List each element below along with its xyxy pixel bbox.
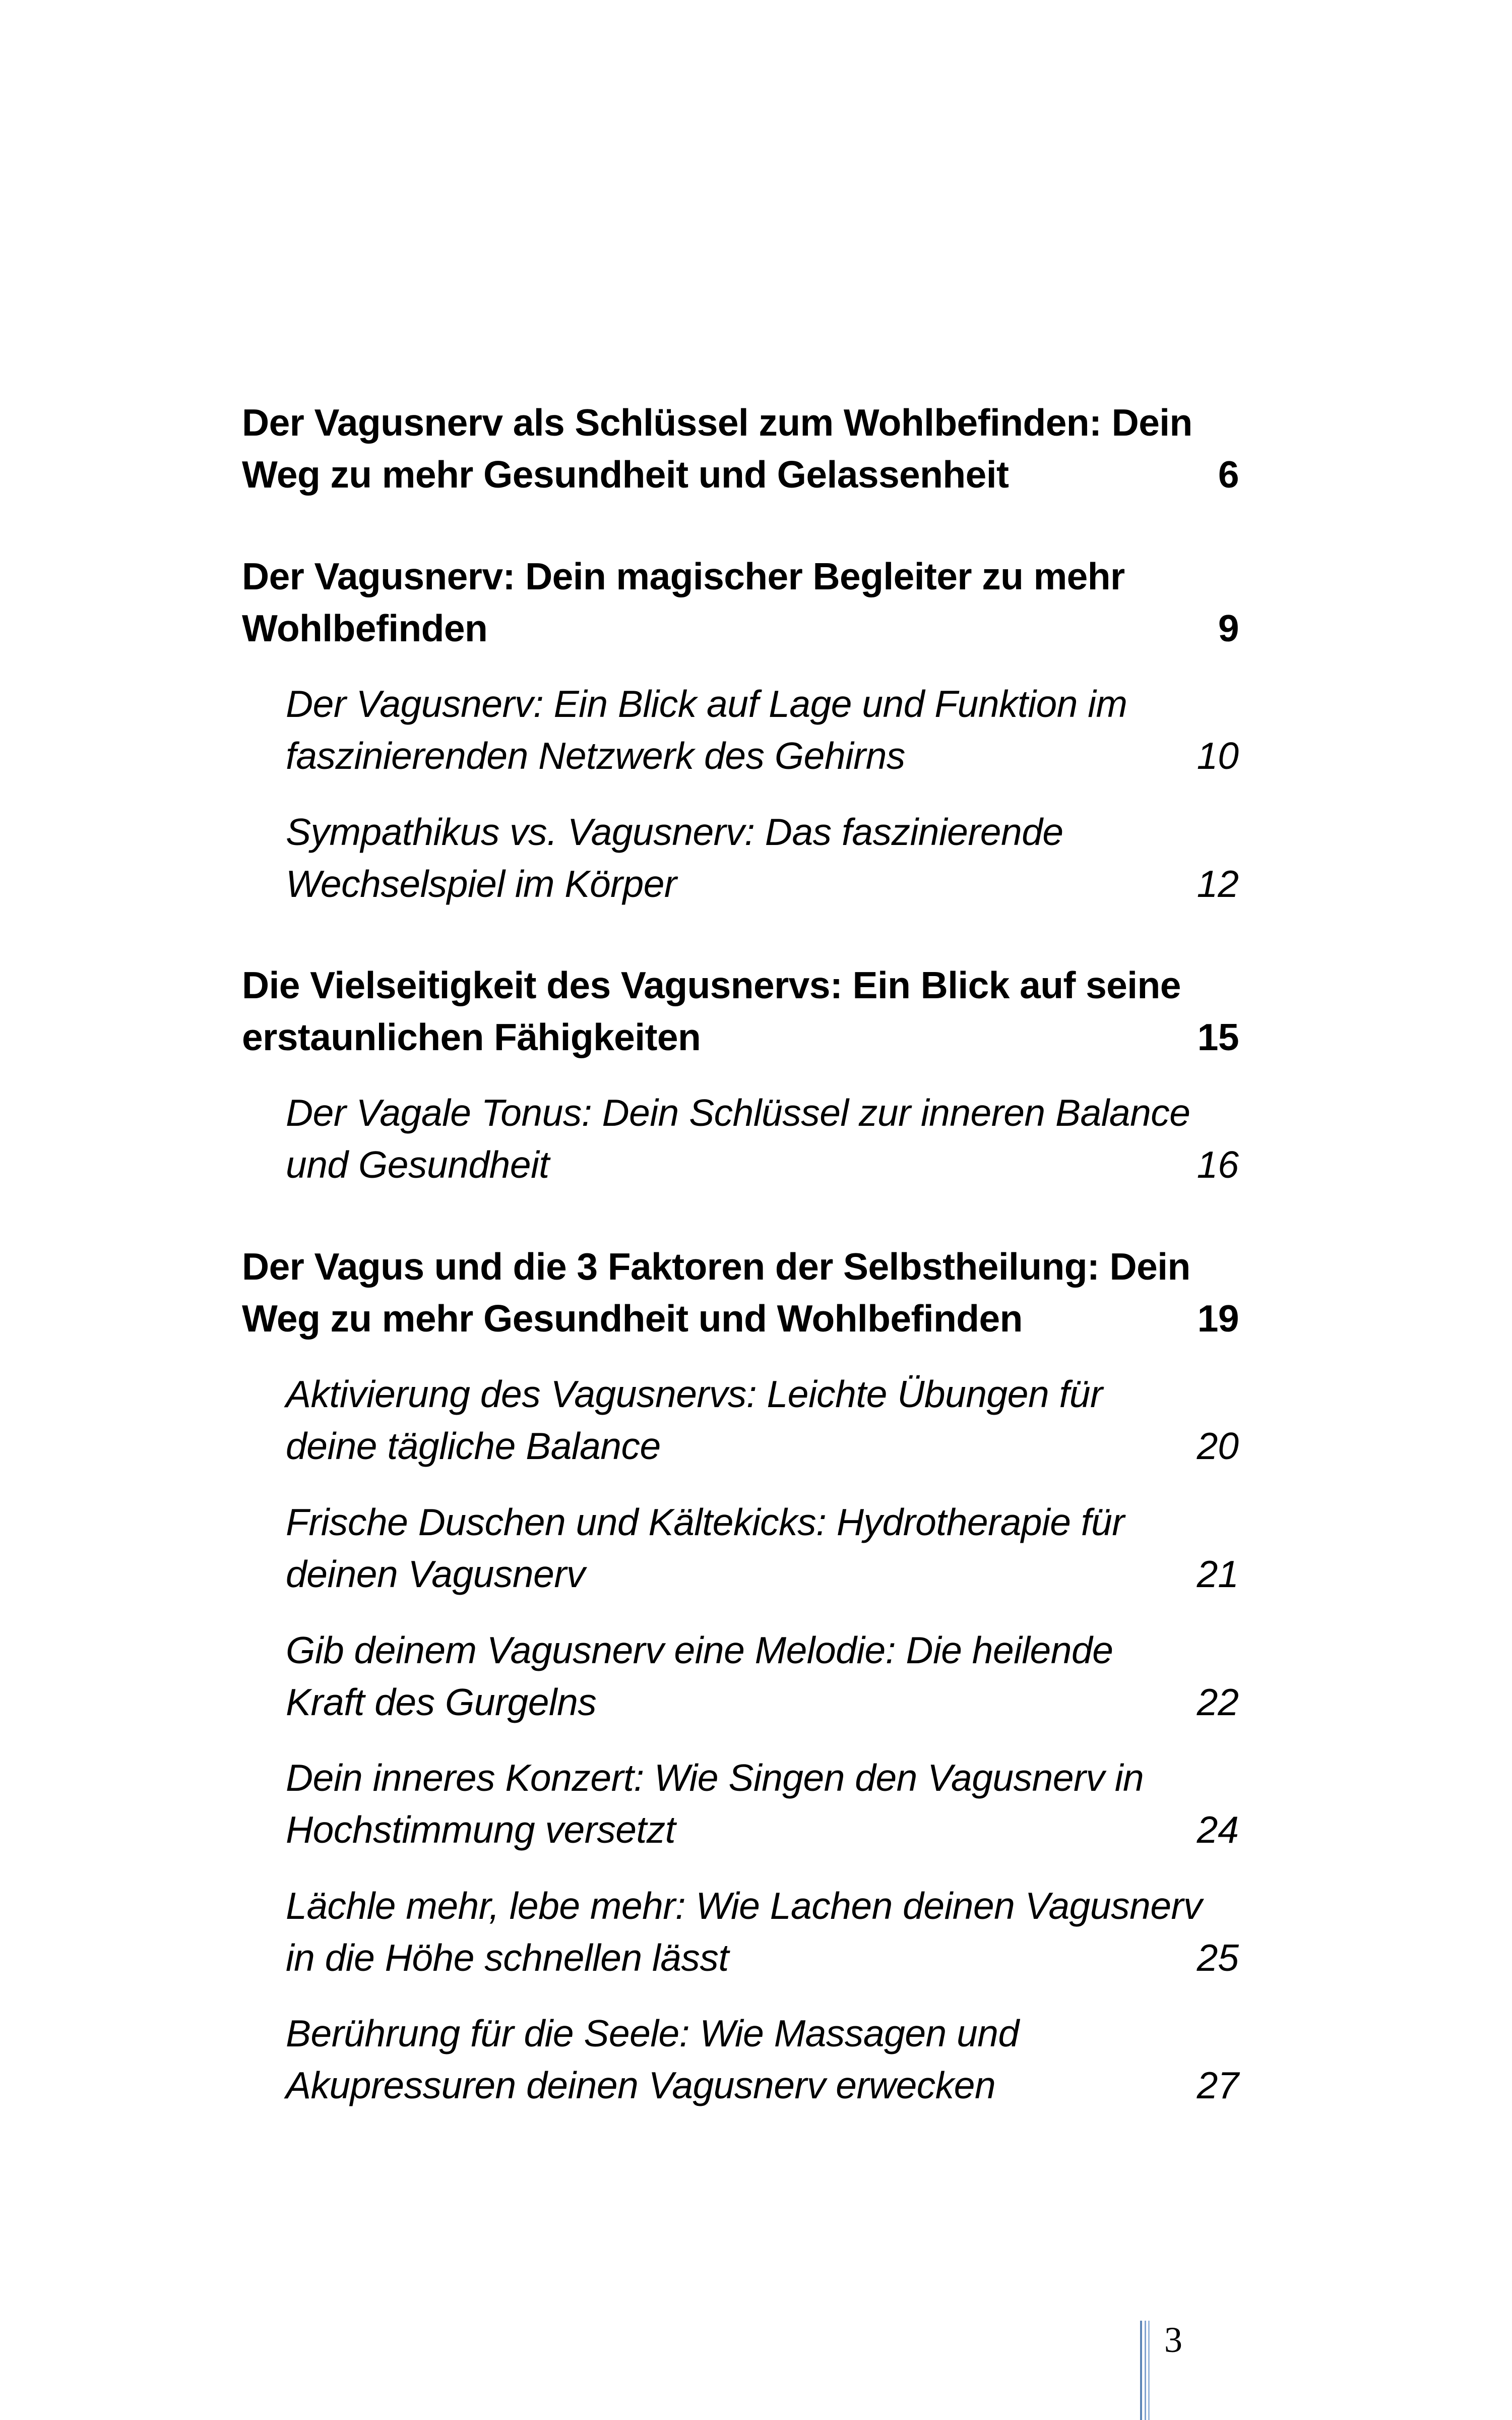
toc-entry-line: Der Vagale Tonus: Dein Schlüssel zur inneren Balance	[286, 1092, 1190, 1134]
toc-entry[interactable]	[286, 2008, 1239, 2111]
toc-entry-line: Der Vagusnerv als Schlüssel zum Wohlbefinden: Dein	[242, 401, 1192, 444]
toc-entry[interactable]	[286, 678, 1239, 782]
toc-entry[interactable]	[242, 551, 1239, 654]
toc-entry[interactable]	[286, 1496, 1239, 1600]
toc-entry-line: Lächle mehr, lebe mehr: Wie Lachen deinen Vagusnerv	[286, 1885, 1203, 1927]
toc-entry-line: und Gesundheit	[286, 1143, 549, 1186]
toc-entry[interactable]	[242, 959, 1239, 1063]
toc-entry-line: Weg zu mehr Gesundheit und Wohlbefinden	[242, 1297, 1023, 1340]
toc-entry[interactable]	[286, 1368, 1239, 1472]
toc-entry-line: Akupressuren deinen Vagusnerv erwecken	[286, 2064, 996, 2106]
toc-page-number: 15	[1197, 1016, 1239, 1058]
toc-page-number: 21	[1196, 1553, 1239, 1595]
toc-entry-line: Sympathikus vs. Vagusnerv: Das faszinierende	[286, 811, 1063, 853]
toc-page-number: 16	[1196, 1143, 1239, 1186]
toc-entry-line: deinen Vagusnerv	[286, 1553, 585, 1595]
toc-entry[interactable]	[286, 1880, 1239, 1984]
toc-page-number: 9	[1218, 607, 1239, 649]
page-number: 3	[1164, 2320, 1182, 2360]
toc-entry-line: Weg zu mehr Gesundheit und Gelassenheit	[242, 453, 1009, 496]
toc-entry-line: Der Vagus und die 3 Faktoren der Selbstheilung: Dein	[242, 1245, 1190, 1288]
toc-entry-line: Der Vagusnerv: Ein Blick auf Lage und Funktion im	[286, 683, 1127, 725]
toc-entry[interactable]	[286, 1087, 1239, 1191]
toc-entry-line: Gib deinem Vagusnerv eine Melodie: Die heilende	[286, 1629, 1113, 1671]
toc-page-number: 24	[1196, 1808, 1239, 1851]
toc-page-number: 10	[1196, 735, 1239, 777]
toc-entry-line: Hochstimmung versetzt	[286, 1808, 676, 1851]
toc-page-number: 27	[1196, 2064, 1239, 2106]
toc-entry-line: Kraft des Gurgelns	[286, 1681, 597, 1723]
toc-entry[interactable]	[286, 1624, 1239, 1728]
toc-entry-line: erstaunlichen Fähigkeiten	[242, 1016, 701, 1058]
toc-entry[interactable]	[242, 397, 1239, 501]
toc-entry-line: Die Vielseitigkeit des Vagusnervs: Ein Blick auf seine	[242, 964, 1181, 1006]
toc-entry[interactable]	[242, 1241, 1239, 1345]
toc-page-number: 19	[1197, 1297, 1239, 1340]
toc-entry-line: Frische Duschen und Kältekicks: Hydrotherapie für	[286, 1501, 1124, 1543]
toc-entry-line: Wechselspiel im Körper	[286, 863, 677, 905]
toc-entry-line: Berührung für die Seele: Wie Massagen und	[286, 2012, 1019, 2054]
toc-entry-line: Aktivierung des Vagusnervs: Leichte Übungen für	[286, 1373, 1103, 1415]
toc-page-number: 6	[1218, 453, 1239, 496]
toc-entry-line: Wohlbefinden	[242, 607, 488, 649]
toc-entry-line: Dein inneres Konzert: Wie Singen den Vagusnerv in	[286, 1757, 1144, 1799]
toc-page-number: 25	[1196, 1937, 1239, 1979]
toc-entry-line: deine tägliche Balance	[286, 1425, 661, 1467]
toc-entry-line: faszinierenden Netzwerk des Gehirns	[286, 735, 905, 777]
toc-page-number: 12	[1196, 863, 1239, 905]
toc-entry[interactable]	[286, 1752, 1239, 1856]
toc-entry-line: Der Vagusnerv: Dein magischer Begleiter zu mehr	[242, 555, 1125, 597]
toc-page-number: 20	[1196, 1425, 1239, 1467]
toc-entry[interactable]	[286, 806, 1239, 910]
footer-rule	[1140, 2321, 1151, 2420]
toc-entry-line: in die Höhe schnellen lässt	[286, 1937, 729, 1979]
toc-page-number: 22	[1196, 1681, 1239, 1723]
